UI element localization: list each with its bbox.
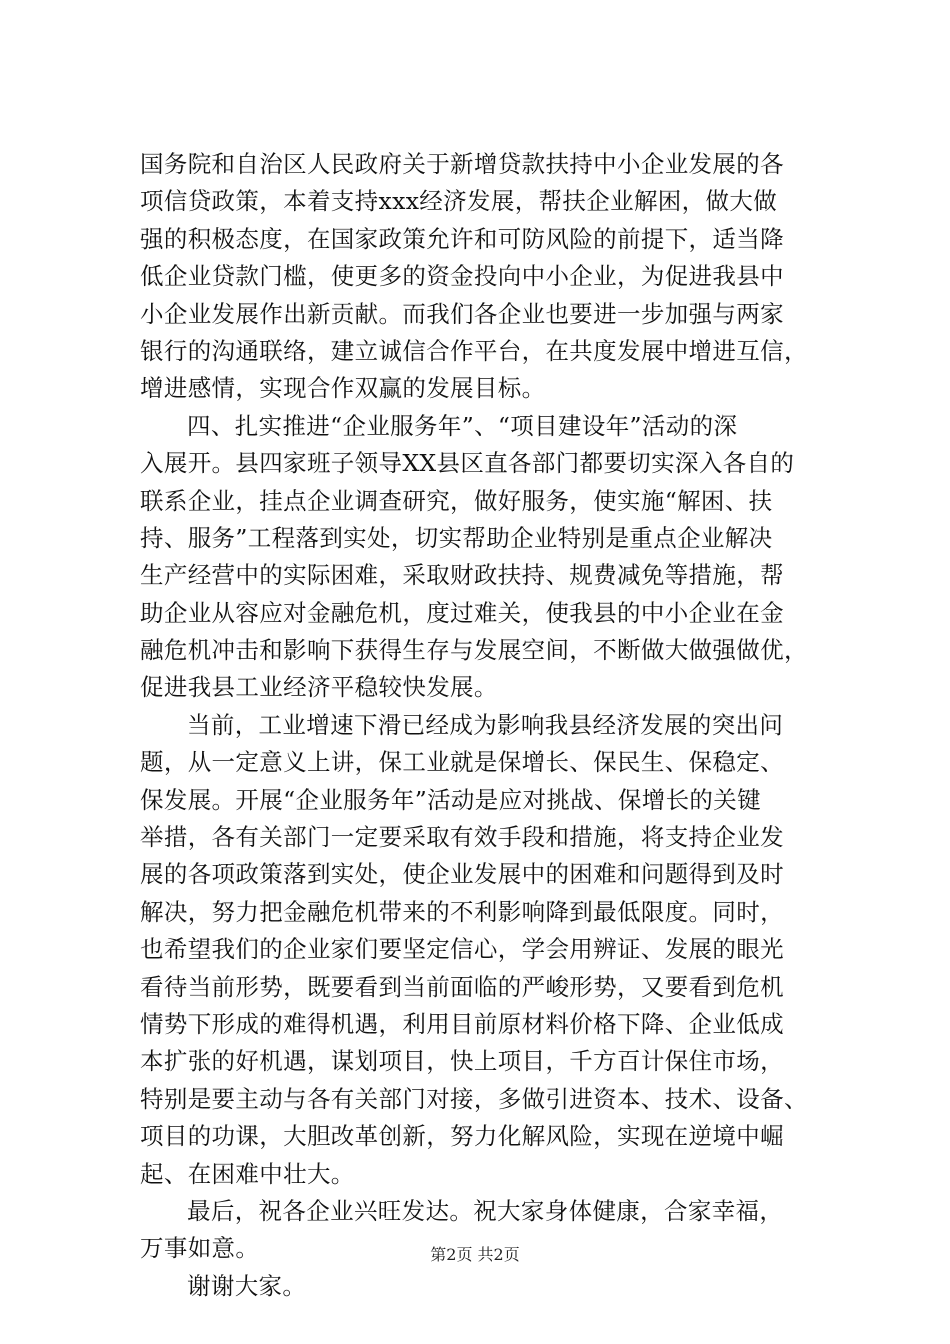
text-line: 项目的功课，大胆改革创新，努力化解风险，实现在逆境中崛: [140, 1122, 784, 1151]
document-body: [140, 146, 820, 1305]
text-line: 入展开。县四家班子领导XX县区直各部门都要切实深入各自的: [140, 449, 795, 478]
text-line: 看待当前形势，既要看到当前面临的严峻形势，又要看到危机: [140, 972, 784, 1001]
text-line: 特别是要主动与各有关部门对接，多做引进资本、技术、设备、: [140, 1084, 808, 1113]
page-footer: 第2页 共2页: [430, 1245, 520, 1264]
text-line: 万事如意。: [140, 1234, 260, 1263]
text-line: 促进我县工业经济平稳较快发展。: [140, 673, 498, 702]
text-line: 展的各项政策落到实处，使企业发展中的困难和问题得到及时: [140, 860, 784, 889]
text-line: 国务院和自治区人民政府关于新增贷款扶持中小企业发展的各: [140, 150, 784, 178]
text-line: 解决，努力把金融危机带来的不利影响降到最低限度。同时，: [140, 897, 784, 926]
text-line: 生产经营中的实际困难，采取财政扶持、规费减免等措施，帮: [140, 561, 784, 590]
text-line: 持、服务”工程落到实处，切实帮助企业特别是重点企业解决: [140, 523, 773, 552]
text-line: 本扩张的好机遇，谋划项目，快上项目，千方百计保住市场，: [140, 1047, 784, 1076]
text-line: 题，从一定意义上讲，保工业就是保增长、保民生、保稳定、: [140, 748, 784, 777]
text-line: 小企业发展作出新贡献。而我们各企业也要进一步加强与两家: [140, 299, 784, 328]
text-line: 融危机冲击和影响下获得生存与发展空间，不断做大做强做优，: [140, 636, 808, 665]
text-line: 增进感情，实现合作双赢的发展目标。: [140, 374, 546, 403]
text-line: 也希望我们的企业家们要坚定信心，学会用辨证、发展的眼光: [140, 935, 784, 964]
text-line: 四、扎实推进“企业服务年”、“项目建设年”活动的深: [187, 411, 738, 440]
text-line: 情势下形成的难得机遇，利用目前原材料价格下降、企业低成: [140, 1009, 784, 1038]
text-line: 助企业从容应对金融危机，度过难关，使我县的中小企业在金: [140, 598, 784, 627]
text-line: 谢谢大家。: [187, 1271, 307, 1300]
text-line: 联系企业，挂点企业调查研究，做好服务，使实施“解困、扶: [140, 486, 773, 515]
text-line: 起、在困难中壮大。: [140, 1159, 355, 1188]
text-line: 银行的沟通联络，建立诚信合作平台，在共度发展中增进互信，: [140, 336, 808, 365]
text-line: 最后，祝各企业兴旺发达。祝大家身体健康，合家幸福，: [187, 1196, 784, 1225]
text-line: 项信贷政策，本着支持xxx经济发展，帮扶企业解困，做大做: [140, 187, 778, 216]
text-line: 举措，各有关部门一定要采取有效手段和措施，将支持企业发: [140, 823, 784, 852]
text-line: 强的积极态度，在国家政策允许和可防风险的前提下，适当降: [140, 224, 784, 253]
text-line: 保发展。开展“企业服务年”活动是应对挑战、保增长的关键: [140, 785, 761, 814]
text-line: 当前，工业增速下滑已经成为影响我县经济发展的突出问: [187, 710, 784, 739]
text-line: 低企业贷款门槛，使更多的资金投向中小企业，为促进我县中: [140, 262, 784, 291]
